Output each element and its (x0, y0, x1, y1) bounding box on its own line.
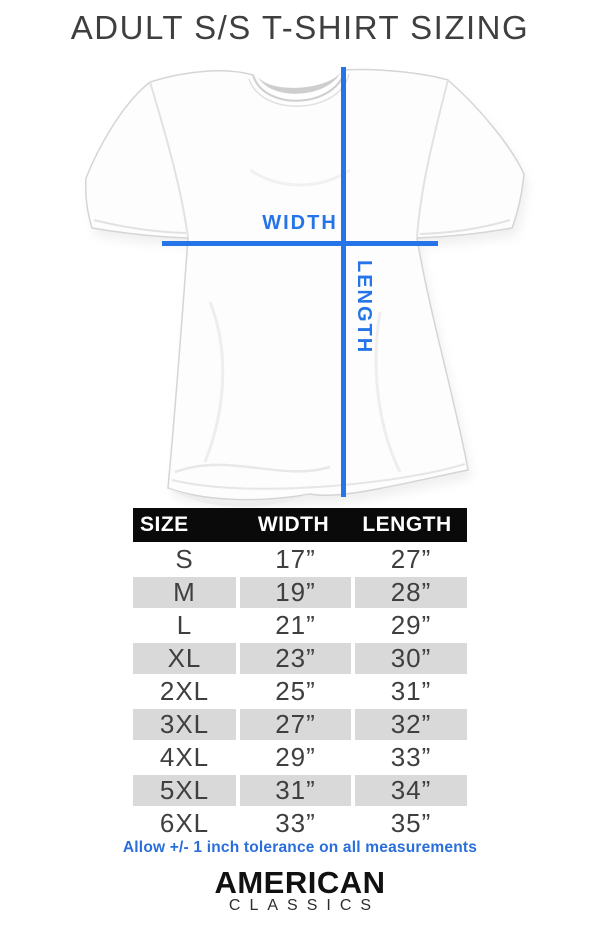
cell-width: 27” (240, 709, 351, 740)
table-row (133, 577, 467, 608)
table-row (133, 610, 467, 641)
brand-logo (0, 865, 600, 914)
cell-length: 32” (355, 709, 467, 740)
brand-subname: CLASSICS (228, 897, 381, 914)
tshirt-collar-inner (258, 72, 341, 94)
header-cell-size: SIZE (140, 513, 189, 536)
table-row (133, 544, 467, 575)
brand-name: AMERICAN (214, 865, 386, 900)
cell-length: 35” (355, 808, 467, 839)
cell-size: 6XL (133, 808, 236, 839)
cell-size: 5XL (133, 775, 236, 806)
length-label: LENGTH (353, 260, 375, 355)
cell-length: 34” (355, 775, 467, 806)
cell-length: 28” (355, 577, 467, 608)
table-row (133, 742, 467, 773)
table-row (133, 775, 467, 806)
cell-length: 29” (355, 610, 467, 641)
header-cell-length: LENGTH (362, 513, 452, 536)
cell-length: 30” (355, 643, 467, 674)
cell-length: 33” (355, 742, 467, 773)
cell-width: 19” (240, 577, 351, 608)
tshirt-measurement-diagram (0, 52, 600, 512)
cell-width: 17” (240, 544, 351, 575)
page-title: ADULT S/S T-SHIRT SIZING (70, 9, 530, 46)
table-row (133, 709, 467, 740)
cell-size: M (133, 577, 236, 608)
table-row (133, 676, 467, 707)
cell-length: 27” (355, 544, 467, 575)
cell-size: L (133, 610, 236, 641)
width-measurement-line (162, 241, 438, 246)
header-cell-width: WIDTH (257, 513, 330, 536)
width-label: WIDTH (262, 212, 338, 234)
cell-width: 29” (240, 742, 351, 773)
cell-width: 25” (240, 676, 351, 707)
cell-size: 2XL (133, 676, 236, 707)
cell-size: 4XL (133, 742, 236, 773)
cell-width: 21” (240, 610, 351, 641)
cell-width: 23” (240, 643, 351, 674)
cell-size: S (133, 544, 236, 575)
cell-length: 31” (355, 676, 467, 707)
cell-size: XL (133, 643, 236, 674)
tolerance-note: Allow +/- 1 inch tolerance on all measurements (122, 839, 478, 856)
cell-size: 3XL (133, 709, 236, 740)
size-chart-header (133, 508, 467, 542)
length-measurement-line (341, 67, 346, 497)
cell-width: 33” (240, 808, 351, 839)
tshirt-photo (0, 52, 600, 512)
table-row (133, 808, 467, 839)
size-chart-table (133, 508, 467, 839)
cell-width: 31” (240, 775, 351, 806)
tshirt-body (86, 69, 524, 499)
table-row (133, 643, 467, 674)
